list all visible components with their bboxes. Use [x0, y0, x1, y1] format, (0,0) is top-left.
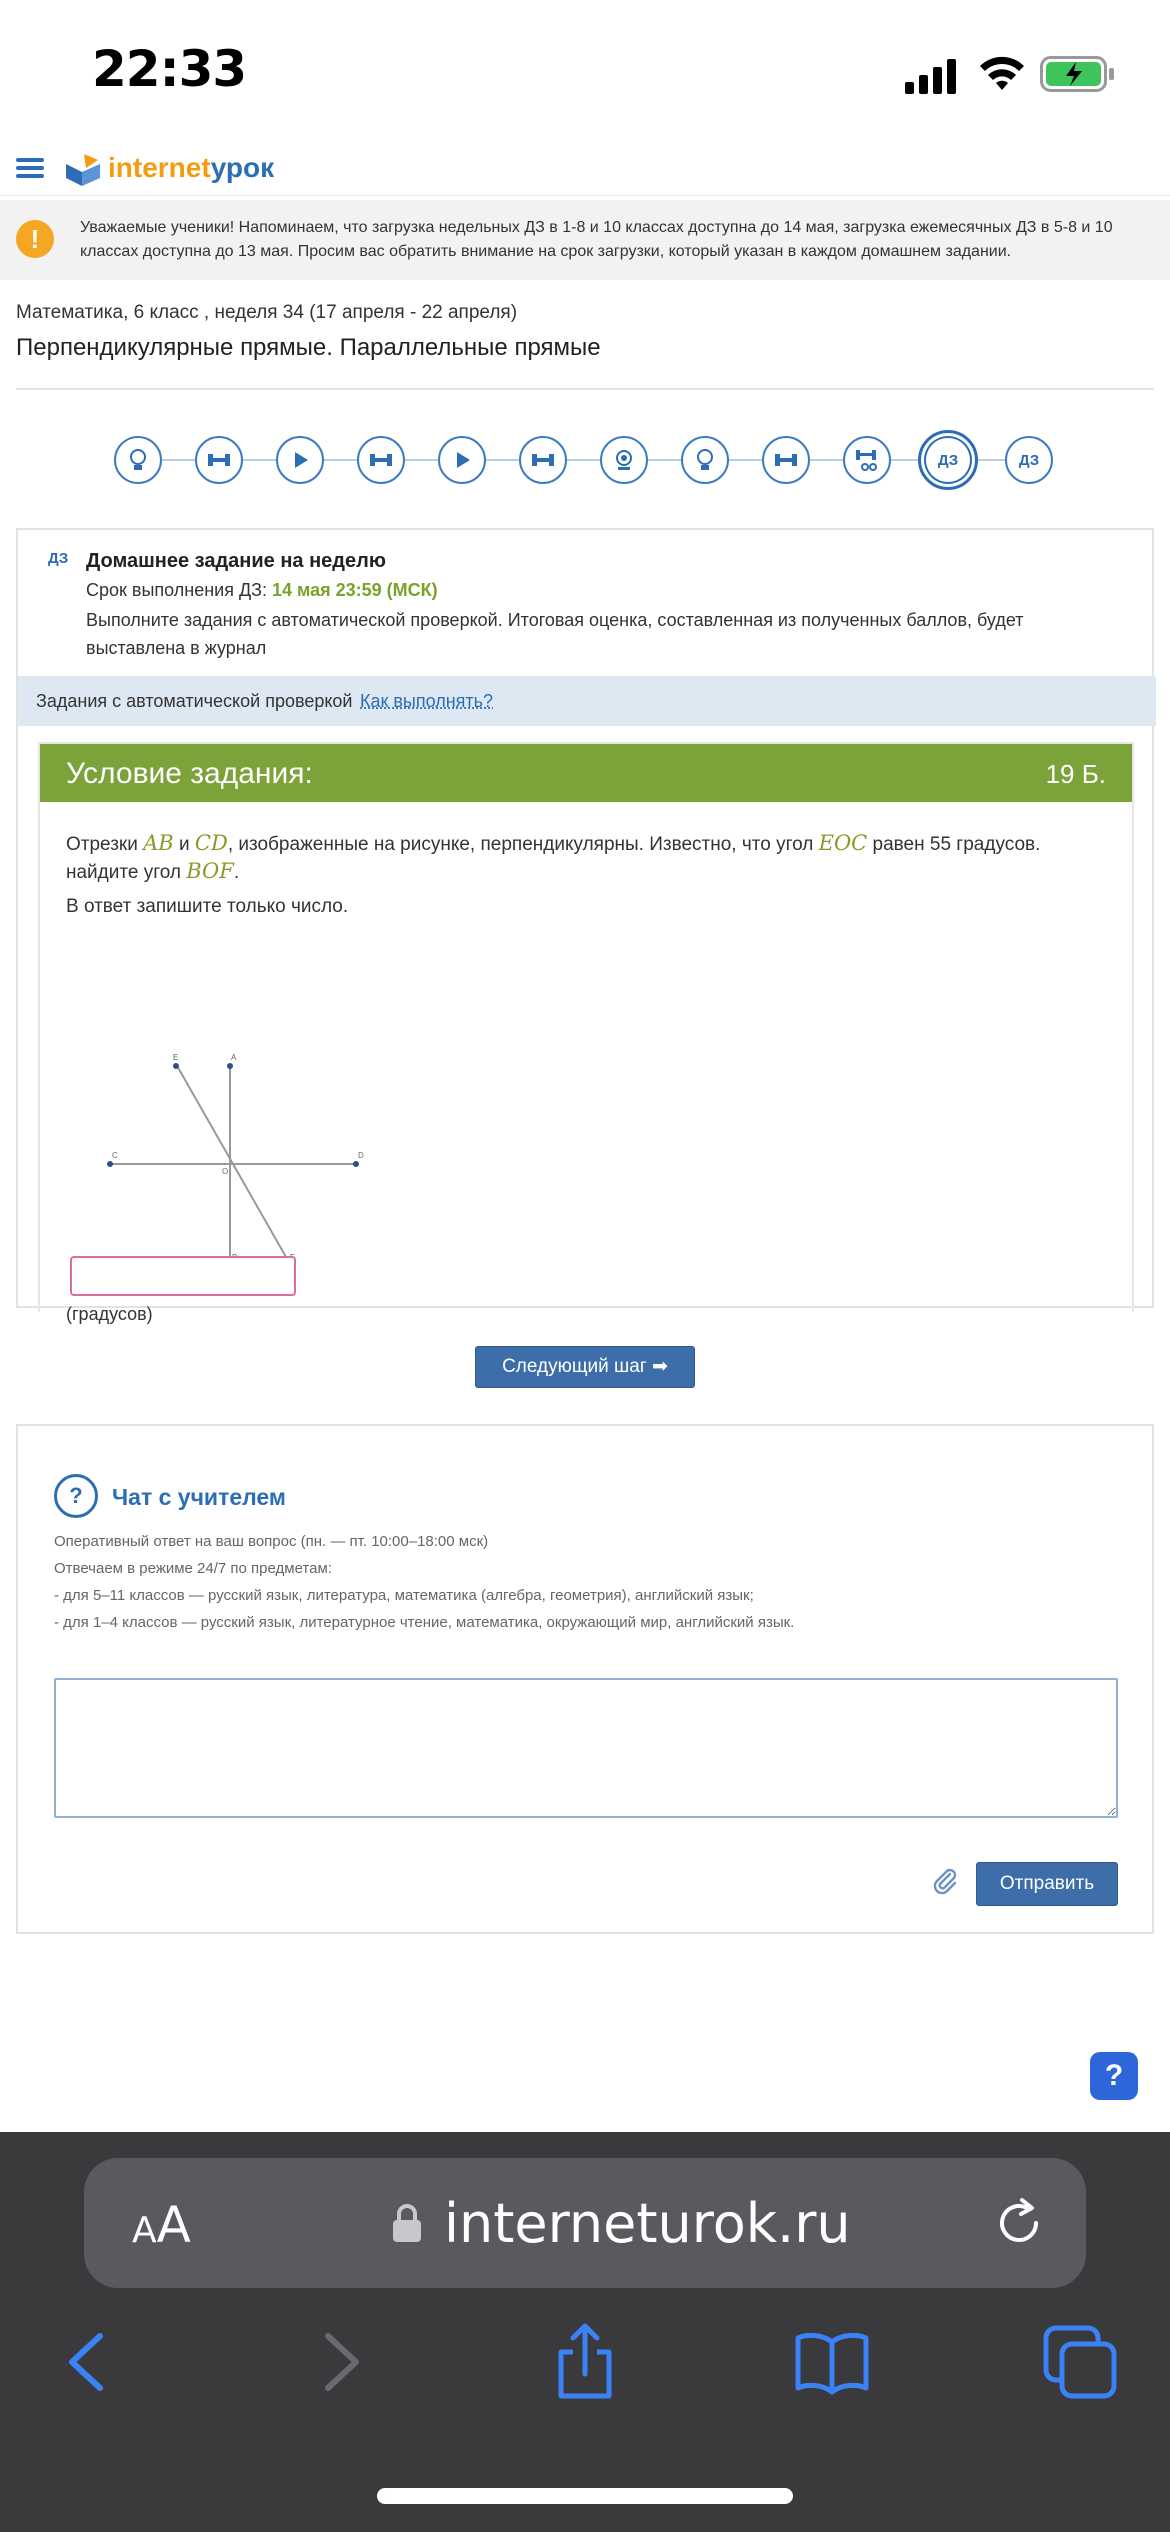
step-10[interactable]	[843, 436, 891, 484]
step-4[interactable]	[357, 436, 405, 484]
chat-message-input[interactable]	[54, 1678, 1118, 1818]
site-header	[0, 140, 1170, 196]
step-homework-active[interactable]	[918, 430, 978, 490]
wifi-icon	[978, 52, 1026, 92]
lesson-steps	[110, 430, 1060, 490]
math-eoc: EOC	[818, 831, 868, 855]
clock: 22:33	[92, 40, 247, 98]
menu-icon[interactable]	[16, 158, 44, 178]
math-bof: BOF	[186, 859, 234, 883]
dumbbell-icon	[529, 446, 557, 474]
step-7[interactable]	[600, 436, 648, 484]
reload-icon[interactable]	[992, 2196, 1046, 2250]
share-icon[interactable]	[545, 2322, 625, 2402]
text-size-button[interactable]	[132, 2196, 191, 2254]
step-label: ДЗ	[937, 451, 959, 469]
chat-icon-glyph: ?	[69, 1483, 83, 1508]
tabs-icon[interactable]	[1040, 2322, 1120, 2402]
step-label: ДЗ	[1018, 451, 1040, 469]
step-2[interactable]	[195, 436, 243, 484]
next-step-button[interactable]: Следующий шаг ➡	[475, 1346, 695, 1388]
lock-icon	[390, 2202, 424, 2244]
steps-connector	[140, 459, 1030, 461]
aa-big: A	[156, 2196, 191, 2254]
dumbbell-icon	[205, 446, 233, 474]
dumbbell-icon	[772, 446, 800, 474]
homework-description: Выполните задания с автоматической проверкой. Итоговая оценка, составленная из полученных баллов, будет выставлена в журнал	[86, 610, 1024, 658]
math-cd: CD	[194, 831, 228, 855]
chat-title: Чат с учителем	[112, 1484, 286, 1510]
q-text: равен 55 градусов. найдите угол	[66, 834, 1041, 883]
auto-check-bar	[18, 676, 1156, 726]
back-icon[interactable]	[48, 2322, 128, 2402]
logo-book-icon[interactable]	[62, 150, 104, 188]
teacher-chat-card	[16, 1424, 1154, 1934]
divider	[16, 388, 1154, 390]
deadline-value: 14 мая 23:59 (МСК)	[272, 580, 438, 600]
step-homework[interactable]	[1005, 436, 1053, 484]
bookmarks-icon[interactable]	[792, 2322, 872, 2402]
label-e: E	[173, 1053, 179, 1062]
address-bar[interactable]	[84, 2158, 1086, 2288]
url-text[interactable]: interneturok.ru	[444, 2192, 851, 2255]
home-indicator	[377, 2488, 793, 2504]
step-3[interactable]	[276, 436, 324, 484]
page-title: Перпендикулярные прямые. Параллельные прямые	[16, 334, 601, 361]
point-a	[227, 1063, 233, 1069]
chat-info-line: - для 5–11 классов — русский язык, литература, математика (алгебра, геометрия), английский язык;	[54, 1587, 754, 1604]
q-text: , изображенные на рисунке, перпендикулярны. Известно, что угол	[227, 834, 819, 855]
dumbbell-icon	[367, 446, 395, 474]
cellular-signal-icon	[905, 56, 957, 94]
step-1[interactable]	[114, 436, 162, 484]
task-note: В ответ запишите только число.	[66, 896, 349, 917]
send-button[interactable]: Отправить	[976, 1862, 1118, 1906]
notice-banner	[0, 200, 1170, 280]
point-c	[107, 1161, 113, 1167]
label-a: A	[231, 1053, 237, 1062]
task-header-title: Условие задания:	[66, 757, 313, 790]
q-text: .	[233, 862, 240, 883]
warning-icon: !	[16, 220, 54, 258]
math-ab: AB	[143, 831, 174, 855]
answer-unit: (градусов)	[66, 1304, 153, 1324]
notice-text: Уважаемые ученики! Напоминаем, что загрузка недельных ДЗ в 1-8 и 10 классах доступна до 14 мая, загрузка ежемесячных ДЗ в 5-8 и 10 классах доступна до 13 мая. Просим вас обратить внимание на срок загрузки, который указан в каждом домашнем задании.	[80, 219, 1113, 260]
task-panel	[38, 742, 1134, 1324]
step-8[interactable]	[681, 436, 729, 484]
lightbulb-icon	[691, 446, 719, 474]
dumbbell-percent-icon	[853, 446, 881, 474]
battery-charging-icon	[1040, 56, 1116, 92]
logo-part2: урок	[210, 152, 275, 183]
question-chat-icon	[54, 1474, 98, 1518]
step-9[interactable]	[762, 436, 810, 484]
chat-info-line: - для 1–4 классов — русский язык, литературное чтение, математика, окружающий мир, английский язык.	[54, 1614, 795, 1631]
auto-check-label: Задания с автоматической проверкой	[36, 691, 353, 711]
breadcrumb: Математика, 6 класс , неделя 34 (17 апреля - 22 апреля)	[16, 302, 518, 323]
label-o: O	[222, 1167, 229, 1176]
step-6[interactable]	[519, 436, 567, 484]
task-header	[40, 744, 1132, 802]
label-d: D	[358, 1151, 364, 1160]
step-5[interactable]	[438, 436, 486, 484]
paperclip-icon[interactable]	[930, 1866, 960, 1896]
help-button[interactable]: ?	[1090, 2052, 1138, 2100]
lightbulb-icon	[124, 446, 152, 474]
browser-toolbar	[0, 2132, 1170, 2532]
chat-info	[54, 1528, 794, 1636]
task-question	[66, 830, 1116, 886]
chat-info-line: Оперативный ответ на ваш вопрос (пн. — пт. 10:00–18:00 мск)	[54, 1533, 489, 1550]
homework-deadline	[86, 580, 438, 601]
homework-title: Домашнее задание на неделю	[86, 550, 386, 572]
webcam-icon	[610, 446, 638, 474]
q-text: и	[173, 834, 195, 855]
how-to-link[interactable]: Как выполнять?	[360, 691, 494, 711]
logo-part1: internet	[108, 152, 211, 183]
deadline-label: Срок выполнения ДЗ:	[86, 580, 273, 600]
task-score: 19 Б.	[1045, 759, 1106, 789]
point-e	[173, 1063, 179, 1069]
answer-input[interactable]	[70, 1256, 296, 1296]
logo-text[interactable]	[108, 152, 274, 184]
play-icon	[286, 446, 314, 474]
status-bar	[0, 0, 1170, 140]
aa-small: A	[132, 2210, 157, 2251]
homework-badge: ДЗ	[48, 550, 69, 567]
chat-info-line: Отвечаем в режиме 24/7 по предметам:	[54, 1560, 332, 1577]
forward-icon[interactable]	[300, 2322, 380, 2402]
label-c: C	[112, 1151, 118, 1160]
geometry-figure	[90, 984, 440, 1264]
play-icon	[448, 446, 476, 474]
q-text: Отрезки	[66, 834, 144, 855]
homework-card	[16, 528, 1154, 1324]
point-d	[353, 1161, 359, 1167]
